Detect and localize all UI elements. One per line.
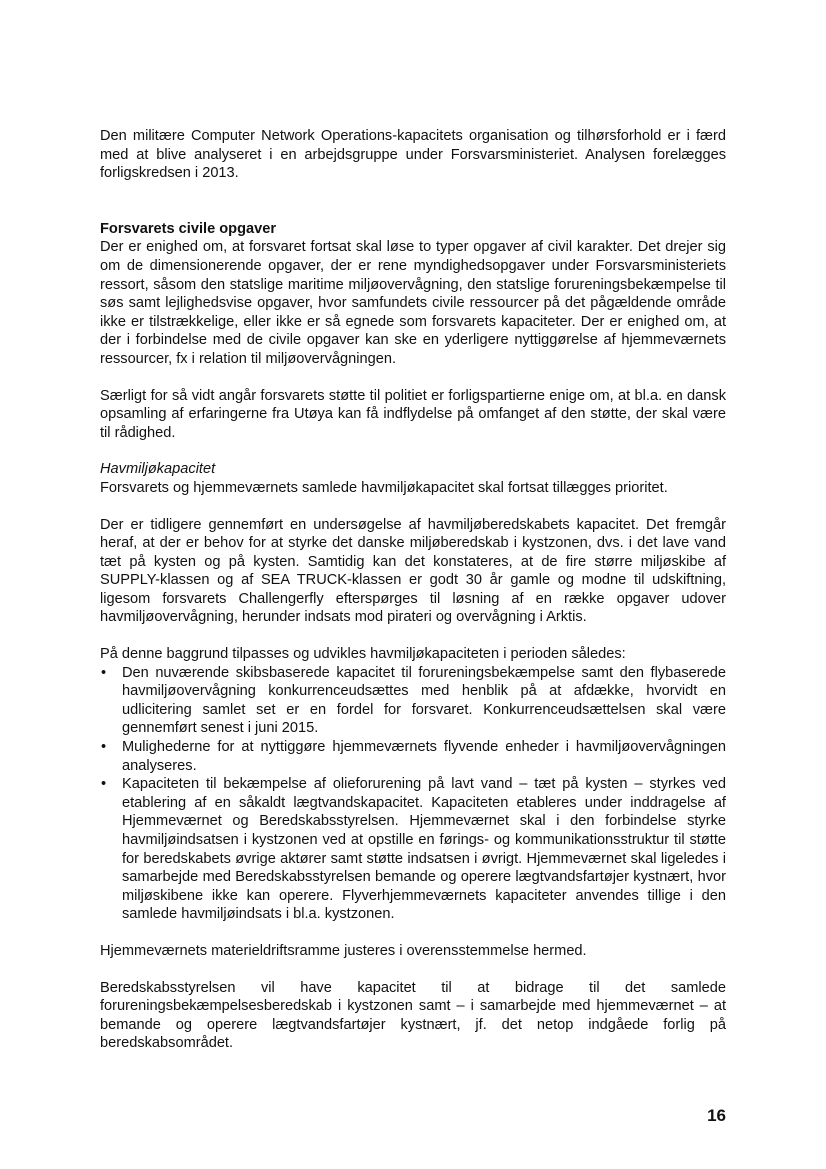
bullet-icon: • xyxy=(101,776,107,793)
civile-opgaver-paragraph-2: Særligt for så vidt angår forsvarets støtte til politiet er forligspartierne enige om, at bl.a. en dansk opsamling af erfaringerne fra Utøya kan få indflydelse på omfanget af den støtte, der skal være til rådighed. xyxy=(100,387,726,441)
list-item-text: Mulighederne for at nyttiggøre hjemmeværnets flyvende enheder i havmiljøovervågningen analyseres. xyxy=(122,739,726,774)
page-number: 16 xyxy=(707,1106,726,1125)
list-item-text: Den nuværende skibsbaserede kapacitet til forureningsbekæmpelse samt den flybaserede havmiljøovervågning konkurrenceudsættes med henblik på at afdække, hvorvidt en udlicitering samlet set er en fordel for forsvaret. Konkurrenceudsættelsen skal være gennemført senest i juni 2015. xyxy=(122,664,726,737)
page-body xyxy=(100,127,726,1053)
list-item xyxy=(100,664,726,738)
havmiljo-paragraph-1: Forsvarets og hjemmeværnets samlede havmiljøkapacitet skal fortsat tillægges prioritet. xyxy=(100,479,668,496)
civile-opgaver-paragraph-1: Der er enighed om, at forsvaret fortsat skal løse to typer opgaver af civil karakter. Det drejer sig om de dimensionerende opgaver, der er rene myndighedsopgaver under Forsvarsministeriets ressort, såsom den statslige maritime miljøovervågning, den statslige forureningsbekæmpelse til søs samt lejlighedsvise opgaver, hvor samfundets civile ressourcer på det pågældende område ikke er tilstrækkelige, eller ikke er så egnede som forsvarets kapaciteter. Der er enighed om, at der i forbindelse med de civile opgaver kan ske en yderligere nyttiggørelse af hjemmeværnets ressourcer, fx i relation til miljøovervågningen. xyxy=(100,239,726,367)
intro-paragraph: Den militære Computer Network Operations-kapacitets organisation og tilhørsforhold er i færd med at blive analyseret i en arbejdsgruppe under Forsvarsministeriet. Analysen forelægges forligskredsen i 2013. xyxy=(100,128,726,182)
havmiljo-list-intro: På denne baggrund tilpasses og udvikles havmiljøkapaciteten i perioden således: xyxy=(100,646,626,663)
havmiljo-bullet-list xyxy=(100,664,726,924)
list-item xyxy=(100,738,726,775)
section-heading-civile-opgaver: Forsvarets civile opgaver xyxy=(100,220,277,237)
havmiljo-paragraph-2: Der er tidligere gennemført en undersøgelse af havmiljøberedskabets kapacitet. Det fremgår heraf, at der er behov for at styrke det danske miljøberedskab i kystzonen, dvs. i det lave vand tæt på kysten og på kysten. Samtidig kan det konstateres, at de fire større miljøskibe af SUPPLY-klassen og af SEA TRUCK-klassen er godt 30 år gamle og modne til udskiftning, ligesom forsvarets Challengerfly efterspørges til løsning af en række opgaver udover havmiljøovervågning, herunder indsats mod pirateri og overvågning i Arktis. xyxy=(100,516,726,626)
havmiljo-paragraph-4: Beredskabsstyrelsen vil have kapacitet til at bidrage til det samlede forureningsbekæmpelsesberedskab i kystzonen samt – i samarbejde med hjemmeværnet – at bemande og operere lægtvandsfartøjer kystnært, jf. det netop indgåede forlig på beredskabsområdet. xyxy=(100,979,726,1052)
bullet-icon: • xyxy=(101,664,107,681)
bullet-icon: • xyxy=(101,739,107,756)
list-item-text: Kapaciteten til bekæmpelse af olieforurening på lavt vand – tæt på kysten – styrkes ved etablering af en såkaldt lægtvandskapacitet. Kapaciteten etableres under inddragelse af Hjemmeværnet og Beredskabsstyrelsen. Hjemmeværnet skal i den forbindelse styrke havmiljøindsatsen i kystzonen ved at opstille en førings- og kommunikationsstruktur til støtte for beredskabets øvrige aktører samt støtte indsatsen i øvrigt. Hjemmeværnet skal ligeledes i samarbejde med Beredskabsstyrelsen bemande og operere lægtvandsfartøjer kystnært, hvor miljøskibene ikke kan operere. Flyverhjemmeværnets kapaciteter anvendes tillige i den samlede havmiljøindsats i bl.a. kystzonen. xyxy=(122,776,726,923)
havmiljo-paragraph-3: Hjemmeværnets materieldriftsramme justeres i overensstemmelse hermed. xyxy=(100,942,587,959)
list-item xyxy=(100,775,726,924)
subheading-havmiljokapacitet: Havmiljøkapacitet xyxy=(100,461,216,478)
